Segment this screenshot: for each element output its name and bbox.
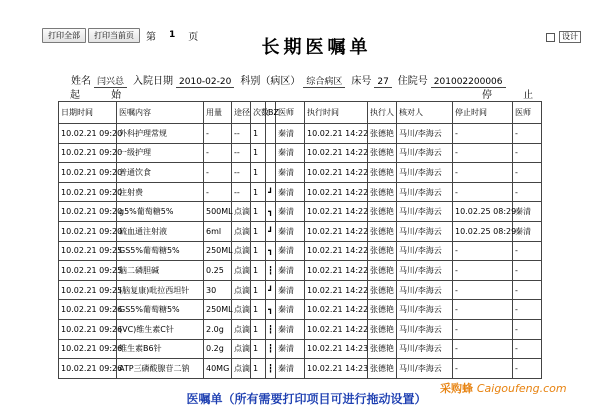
table-cell: 秦清: [276, 182, 305, 202]
table-cell: 10.02.21 14:23: [305, 359, 368, 379]
table-cell: 1: [251, 359, 266, 379]
table-cell: 6ml: [204, 221, 232, 241]
column-header: 核对人: [397, 102, 453, 124]
table-cell: 马川/李海云: [397, 182, 453, 202]
table-cell: 张德艳: [368, 300, 397, 320]
table-cell: ┇: [266, 319, 276, 339]
table-row[interactable]: [59, 202, 542, 222]
name-value: 闫兴总: [94, 74, 127, 88]
table-cell: 10.02.21 09:25: [59, 261, 117, 281]
table-cell: --: [232, 182, 251, 202]
figure-caption: 医嘱单（所有需要打印项目可进行拖动设置）: [186, 392, 427, 406]
inpatient-no-value: 201002200006: [431, 77, 506, 88]
table-cell: 30: [204, 280, 232, 300]
admit-date-label: 入院日期: [133, 76, 174, 87]
table-row[interactable]: [59, 221, 542, 241]
table-row[interactable]: [59, 182, 542, 202]
table-row[interactable]: [59, 143, 542, 163]
table-cell: 10.02.21 09:20: [59, 182, 117, 202]
table-cell: 10.02.21 09:26: [59, 300, 117, 320]
table-cell: 0.2g: [204, 339, 232, 359]
table-cell: 2.0g: [204, 319, 232, 339]
column-header: 用量: [204, 102, 232, 124]
table-cell: (脑复康)吡拉西坦针: [117, 280, 204, 300]
table-cell: 1: [251, 319, 266, 339]
table-cell: -: [204, 163, 232, 183]
table-cell: 1: [251, 221, 266, 241]
table-cell: -: [453, 124, 513, 144]
table-cell: --: [232, 163, 251, 183]
table-cell: 张德艳: [368, 143, 397, 163]
table-cell: ┇: [266, 359, 276, 379]
table-cell: 10.02.21 14:22: [305, 182, 368, 202]
table-cell: 马川/李海云: [397, 300, 453, 320]
column-header: 次数: [251, 102, 266, 124]
dept-label: 科别（病区）: [240, 76, 301, 87]
table-cell: (VC)维生素C针: [117, 319, 204, 339]
table-cell: 张德艳: [368, 202, 397, 222]
table-cell: 10.02.25 08:29: [453, 202, 513, 222]
table-cell: 秦清: [276, 280, 305, 300]
table-cell: 注射费: [117, 182, 204, 202]
table-cell: 点滴: [232, 241, 251, 261]
table-cell: 40MG: [204, 359, 232, 379]
table-cell: -: [453, 163, 513, 183]
table-cell: 点滴: [232, 221, 251, 241]
table-cell: 马川/李海云: [397, 339, 453, 359]
table-cell: 10.02.21 09:20: [59, 163, 117, 183]
table-cell: 脑二磷胆碱: [117, 261, 204, 281]
table-cell: 马川/李海云: [397, 261, 453, 281]
name-label: 姓名: [71, 76, 91, 87]
table-cell: 10.02.21 14:22: [305, 300, 368, 320]
column-header: BZ: [266, 102, 276, 124]
table-cell: -: [513, 300, 542, 320]
table-cell: --: [232, 143, 251, 163]
table-cell: 马川/李海云: [397, 319, 453, 339]
table-cell: GS5%葡萄糖5%: [117, 300, 204, 320]
table-cell: 10.02.21 14:22: [305, 319, 368, 339]
table-cell: 秦清: [276, 339, 305, 359]
table-cell: 1: [251, 124, 266, 144]
table-cell: -: [204, 143, 232, 163]
table-cell: 硫血通注射液: [117, 221, 204, 241]
table-cell: 外科护理常规: [117, 124, 204, 144]
table-cell: 秦清: [276, 163, 305, 183]
column-header: 医师: [276, 102, 305, 124]
table-cell: 秦清: [276, 202, 305, 222]
table-cell: 1: [251, 182, 266, 202]
column-header: 执行人: [368, 102, 397, 124]
table-cell: 张德艳: [368, 261, 397, 281]
table-cell: 0.25: [204, 261, 232, 281]
table-cell: 1: [251, 163, 266, 183]
table-row[interactable]: [59, 124, 542, 144]
table-cell: -: [513, 241, 542, 261]
table-cell: -: [513, 339, 542, 359]
table-cell: 500ML: [204, 202, 232, 222]
table-cell: 秦清: [513, 202, 542, 222]
patient-info: [71, 72, 512, 88]
table-cell: 点滴: [232, 339, 251, 359]
table-cell: 张德艳: [368, 221, 397, 241]
table-cell: -: [204, 124, 232, 144]
table-cell: -: [513, 143, 542, 163]
table-cell: -: [513, 319, 542, 339]
table-cell: ┇: [266, 261, 276, 281]
bed-label: 床号: [351, 76, 372, 87]
table-cell: -: [453, 359, 513, 379]
table-cell: 普通饮食: [117, 163, 204, 183]
table-cell: 1: [251, 143, 266, 163]
table-cell: -: [513, 163, 542, 183]
table-cell: 张德艳: [368, 163, 397, 183]
orders-table: [58, 101, 542, 379]
table-cell: -: [453, 339, 513, 359]
design-setting[interactable]: [546, 31, 581, 43]
table-cell: 点滴: [232, 319, 251, 339]
table-row[interactable]: [59, 339, 542, 359]
table-cell: 马川/李海云: [397, 163, 453, 183]
table-cell: -: [513, 261, 542, 281]
table-cell: -: [453, 182, 513, 202]
table-row[interactable]: [59, 300, 542, 320]
column-header: 日期时间: [59, 102, 117, 124]
table-cell: ┛: [266, 221, 276, 241]
table-cell: 秦清: [276, 359, 305, 379]
table-cell: 张德艳: [368, 182, 397, 202]
table-cell: -: [453, 280, 513, 300]
table-cell: 1: [251, 339, 266, 359]
dept-value: 综合病区: [303, 74, 345, 88]
table-row[interactable]: [59, 319, 542, 339]
table-cell: -: [513, 182, 542, 202]
table-cell: 秦清: [276, 241, 305, 261]
table-cell: 马川/李海云: [397, 124, 453, 144]
table-cell: 10.02.21 14:23: [305, 339, 368, 359]
table-cell: 维生素B6针: [117, 339, 204, 359]
page-suffix: 页: [188, 31, 199, 43]
design-checkbox[interactable]: [546, 33, 555, 42]
table-cell: 10.02.21 09:20: [59, 124, 117, 144]
table-cell: 点滴: [232, 300, 251, 320]
table-cell: 250ML: [204, 300, 232, 320]
table-cell: 马川/李海云: [397, 202, 453, 222]
table-row[interactable]: [59, 280, 542, 300]
page-title: 长期医嘱单: [261, 37, 372, 58]
table-cell: 10.02.21 09:26: [59, 319, 117, 339]
table-cell: -: [453, 261, 513, 281]
table-cell: 马川/李海云: [397, 280, 453, 300]
table-cell: 10.02.21 09:25: [59, 241, 117, 261]
table-cell: -: [513, 124, 542, 144]
table-cell: -: [453, 241, 513, 261]
table-cell: -: [453, 319, 513, 339]
table-cell: 张德艳: [368, 241, 397, 261]
table-cell: 秦清: [513, 221, 542, 241]
table-cell: 一级护理: [117, 143, 204, 163]
table-cell: 点滴: [232, 359, 251, 379]
table-cell: ┓: [266, 300, 276, 320]
table-cell: 点滴: [232, 202, 251, 222]
table-cell: 1: [251, 280, 266, 300]
table-header-row: [59, 102, 542, 124]
table-cell: 10.02.21 14:22: [305, 221, 368, 241]
table-cell: ┛: [266, 182, 276, 202]
table-cell: -: [513, 359, 542, 379]
column-header: 途径: [232, 102, 251, 124]
table-cell: 10.02.21 09:26: [59, 339, 117, 359]
table-cell: 10.02.21 14:22: [305, 280, 368, 300]
table-cell: 10.02.25 08:29: [453, 221, 513, 241]
bed-value: 27: [374, 77, 391, 88]
inpatient-no-label: 住院号: [397, 76, 428, 87]
page-number: 1: [169, 30, 176, 40]
table-cell: 10.02.21 14:22: [305, 124, 368, 144]
column-header: 医嘱内容: [117, 102, 204, 124]
start-section-label: 起 始: [70, 90, 136, 101]
table-cell: 250ML: [204, 241, 232, 261]
table-cell: 张德艳: [368, 339, 397, 359]
table-cell: 10.02.21 09:20: [59, 202, 117, 222]
table-cell: ATP三磷酸腺苷二钠: [117, 359, 204, 379]
print-all-button[interactable]: 打印全部: [42, 28, 86, 43]
table-cell: 10.02.21 14:22: [305, 143, 368, 163]
table-cell: -: [513, 280, 542, 300]
table-cell: 张德艳: [368, 359, 397, 379]
watermark-en: Caigoufeng.com: [476, 382, 567, 395]
table-cell: 1: [251, 241, 266, 261]
table-cell: --: [232, 124, 251, 144]
table-cell: 马川/李海云: [397, 359, 453, 379]
page-prefix: 第: [146, 31, 156, 43]
table-row[interactable]: [59, 163, 542, 183]
column-header: 停止时间: [453, 102, 513, 124]
table-cell: 10.02.21 09:26: [59, 359, 117, 379]
table-cell: 秦清: [276, 124, 305, 144]
table-cell: 马川/李海云: [397, 241, 453, 261]
table-cell: 张德艳: [368, 280, 397, 300]
table-cell: [266, 124, 276, 144]
admit-date-value: 2010-02-20: [176, 77, 234, 88]
table-body: [59, 124, 542, 379]
print-current-page-button[interactable]: 打印当前页: [88, 28, 140, 43]
column-header: 医师: [513, 102, 542, 124]
table-cell: g5%葡萄糖5%: [117, 202, 204, 222]
table-cell: ┛: [266, 280, 276, 300]
table-cell: 马川/李海云: [397, 221, 453, 241]
table-cell: 秦清: [276, 261, 305, 281]
table-row[interactable]: [59, 359, 542, 379]
table-cell: 10.02.21 09:20: [59, 221, 117, 241]
column-header: 执行时间: [305, 102, 368, 124]
table-cell: -: [204, 182, 232, 202]
table-cell: ┇: [266, 339, 276, 359]
table-cell: 10.02.21 09:25: [59, 280, 117, 300]
table-cell: 10.02.21 14:22: [305, 241, 368, 261]
table-cell: 秦清: [276, 143, 305, 163]
table-row[interactable]: [59, 241, 542, 261]
table-cell: -: [453, 143, 513, 163]
table-cell: 10.02.21 09:20: [59, 143, 117, 163]
table-row[interactable]: [59, 261, 542, 281]
stop-section-label: 停 止: [482, 90, 548, 101]
table-cell: ┓: [266, 202, 276, 222]
table-cell: ┓: [266, 241, 276, 261]
table-cell: 秦清: [276, 300, 305, 320]
table-cell: [266, 163, 276, 183]
table-cell: 1: [251, 261, 266, 281]
watermark-cn: 采购蜂: [440, 382, 473, 395]
table-cell: 10.02.21 14:22: [305, 202, 368, 222]
table-cell: 点滴: [232, 280, 251, 300]
table-cell: 点滴: [232, 261, 251, 281]
design-button[interactable]: 设计: [559, 31, 581, 43]
table-cell: 1: [251, 300, 266, 320]
table-cell: 张德艳: [368, 124, 397, 144]
table-cell: 秦清: [276, 221, 305, 241]
table-cell: [266, 143, 276, 163]
table-cell: 秦清: [276, 319, 305, 339]
table-cell: 1: [251, 202, 266, 222]
table-cell: -: [453, 300, 513, 320]
table-cell: GS5%葡萄糖5%: [117, 241, 204, 261]
table-cell: 10.02.21 14:22: [305, 261, 368, 281]
table-cell: 张德艳: [368, 319, 397, 339]
table-cell: 马川/李海云: [397, 143, 453, 163]
table-cell: 10.02.21 14:22: [305, 163, 368, 183]
